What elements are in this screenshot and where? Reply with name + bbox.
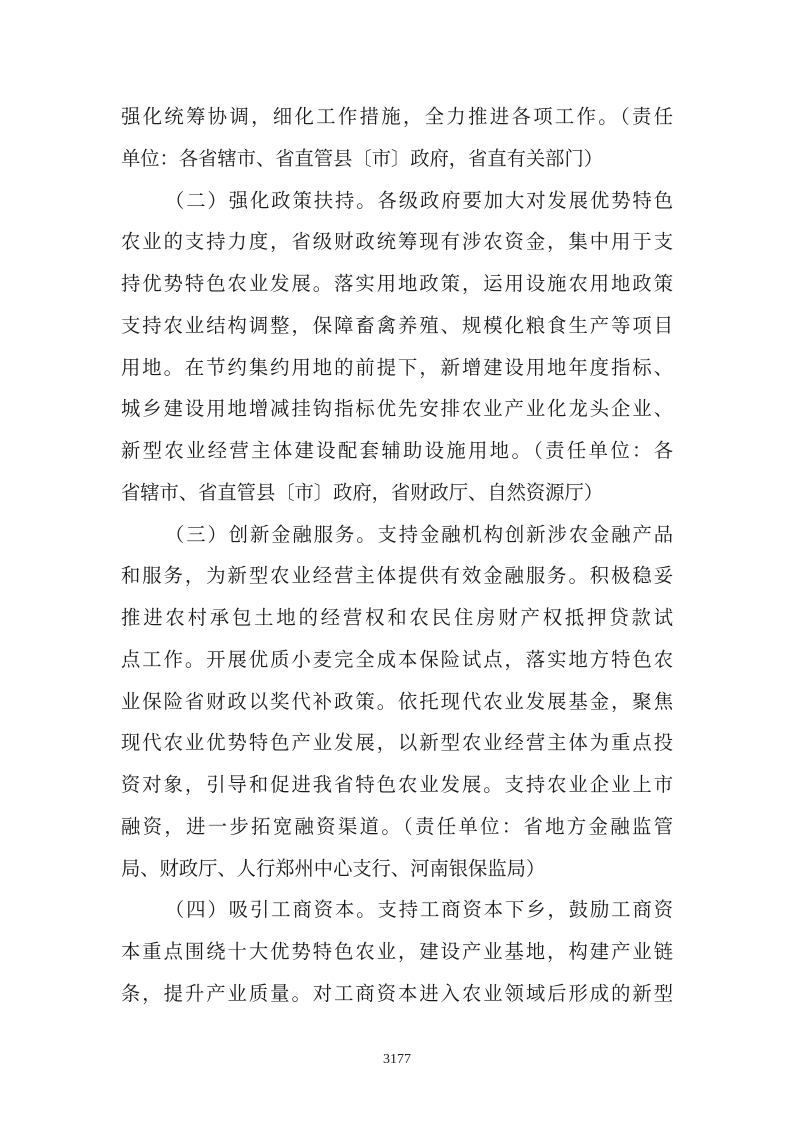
text-line: 点工作。开展优质小麦完全成本保险试点，落实地方特色农 [121,647,673,671]
text-line: 和服务，为新型农业经营主体提供有效金融服务。积极稳妥 [121,564,673,588]
text-line: （四）吸引工商资本。支持工商资本下乡，鼓励工商资 [165,898,673,922]
text-line: 现代农业优势特色产业发展，以新型农业经营主体为重点投 [121,731,673,755]
text-line: （二）强化政策扶持。各级政府要加大对发展优势特色 [165,188,673,212]
text-line: 业保险省财政以奖代补政策。依托现代农业发展基金，聚焦 [121,689,673,713]
text-line: 省辖市、省直管县〔市〕政府，省财政厅、自然资源厅） [121,480,604,504]
text-line: （三）创新金融服务。支持金融机构创新涉农金融产品 [165,522,673,546]
text-line: 用地。在节约集约用地的前提下，新增建设用地年度指标、 [121,355,673,379]
text-line: 农业的支持力度，省级财政统筹现有涉农资金，集中用于支 [121,230,673,254]
text-line: 单位：各省辖市、省直管县〔市〕政府，省直有关部门） [121,146,604,170]
text-line: 支持农业结构调整，保障畜禽养殖、规模化粮食生产等项目 [121,313,673,337]
text-line: 新型农业经营主体建设配套辅助设施用地。（责任单位：各 [121,439,673,462]
text-line: 条，提升产业质量。对工商资本进入农业领域后形成的新型 [121,981,673,1005]
text-line: 局、财政厅、人行郑州中心支行、河南银保监局） [121,856,546,880]
text-line: 持优势特色农业发展。落实用地政策，运用设施农用地政策 [121,272,673,295]
text-line: 资对象，引导和促进我省特色农业发展。支持农业企业上市 [121,773,673,796]
text-line: 推进农村承包土地的经营权和农民住房财产权抵押贷款试 [121,606,673,629]
text-line: 融资，进一步拓宽融资渠道。（责任单位：省地方金融监管 [121,814,673,838]
text-line: 本重点围绕十大优势特色农业，建设产业基地，构建产业链 [121,940,673,963]
text-line: 城乡建设用地增减挂钩指标优先安排农业产业化龙头企业、 [121,397,673,421]
text-line: 强化统筹协调，细化工作措施，全力推进各项工作。（责任 [121,105,673,128]
body-text [121,96,673,1015]
page-number: 3177 [383,1052,411,1067]
